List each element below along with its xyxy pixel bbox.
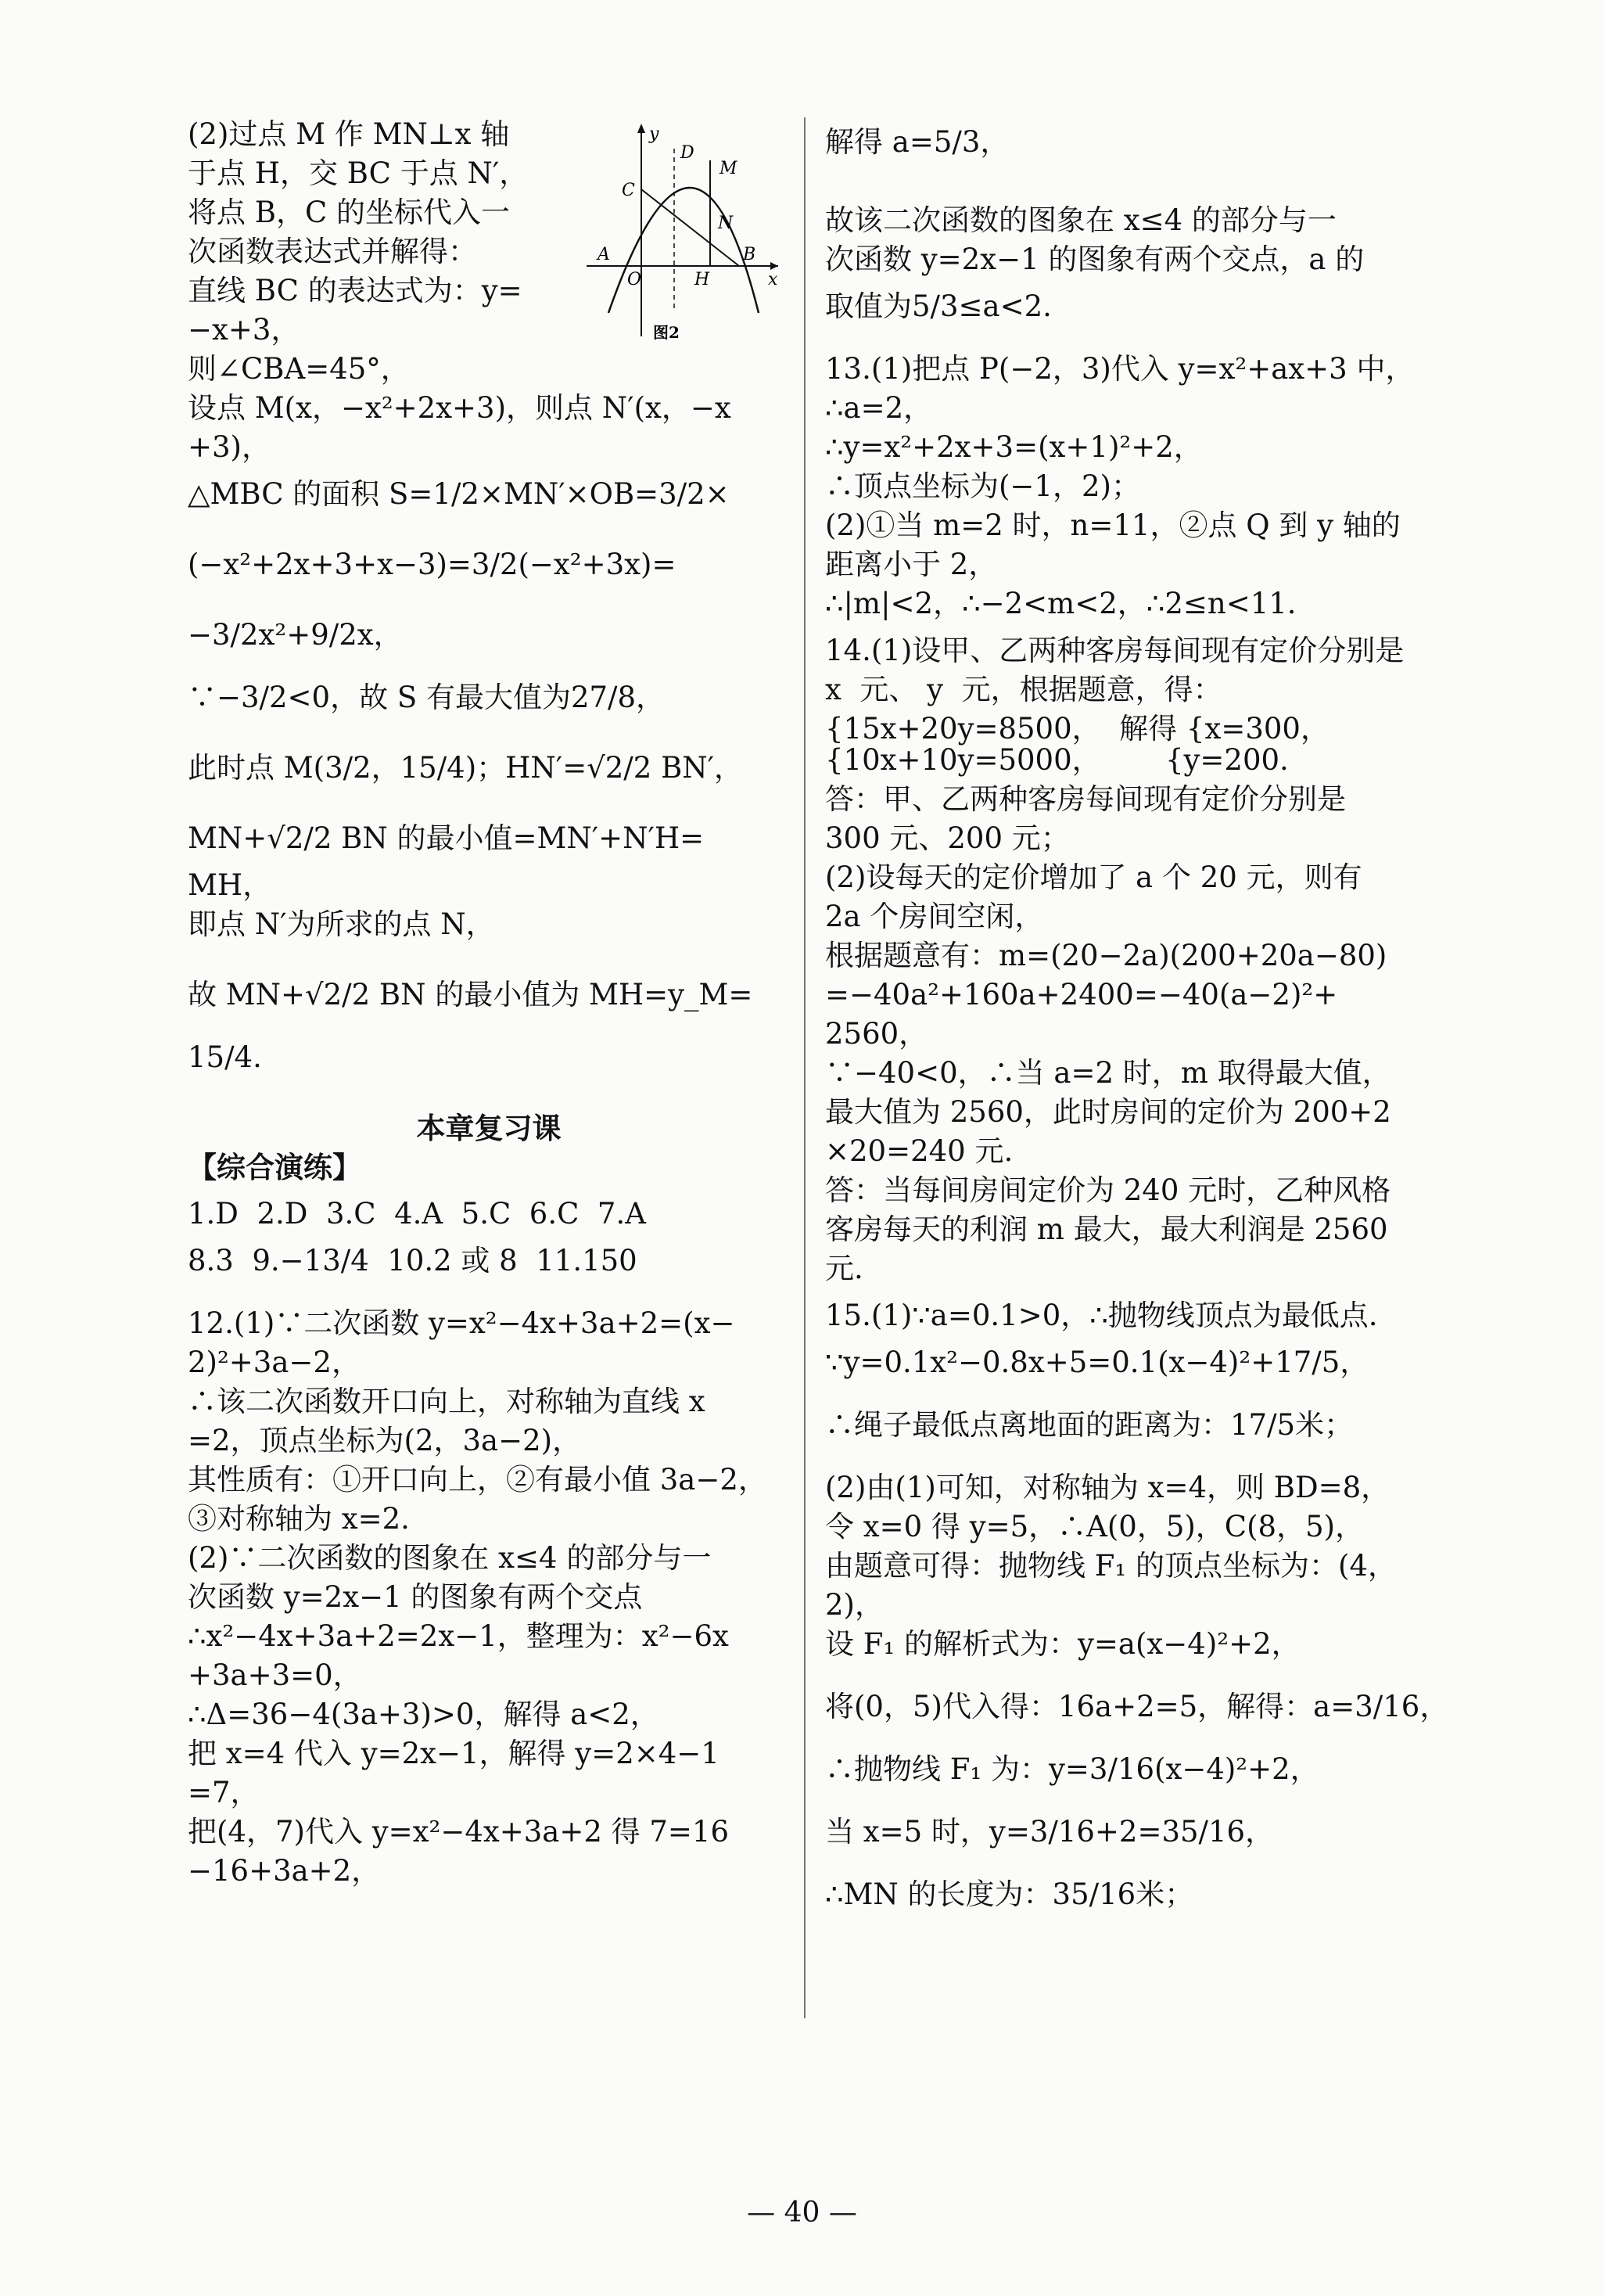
left-line: (2)∵二次函数的图象在 x≤4 的部分与一 <box>188 1541 712 1575</box>
left-line: 设点 M(x，−x²+2x+3)，则点 N′(x，−x <box>188 391 731 425</box>
fig-label-o: O <box>627 270 642 289</box>
left-line: 则∠CBA=45°， <box>188 352 410 386</box>
right-line: 由题意可得：抛物线 F₁ 的顶点坐标为：(4， <box>825 1549 1398 1583</box>
left-line: 12.(1)∵二次函数 y=x²−4x+3a+2=(x− <box>188 1306 735 1340</box>
column-divider <box>804 117 806 2018</box>
right-line: ∴绳子最低点离地面的距离为：17/5米； <box>825 1408 1354 1442</box>
right-line: 2)， <box>825 1588 884 1622</box>
right-line: 将(0，5)代入得：16a+2=5，解得：a=3/16， <box>825 1690 1449 1723</box>
fig-label-d: D <box>680 143 694 163</box>
right-line: 客房每天的利润 m 最大，最大利润是 2560 <box>825 1213 1388 1246</box>
left-line: =7， <box>188 1776 260 1809</box>
left-line: −x+3， <box>188 313 300 347</box>
left-line: ③对称轴为 x=2. <box>188 1502 410 1536</box>
left-line: MN+√2/2 BN 的最小值=MN′+N′H= <box>188 821 705 855</box>
right-line: 距离小于 2， <box>825 548 998 581</box>
left-line: −3/2x²+9/2x， <box>188 618 403 652</box>
right-line: 300 元、200 元； <box>825 821 1070 855</box>
right-line: 答：甲、乙两种客房每间现有定价分别是 <box>825 782 1346 816</box>
right-line: 答：当每间房间定价为 240 元时，乙种风格 <box>825 1173 1391 1207</box>
page-number: — 40 — <box>747 2197 857 2229</box>
left-line: 将点 B，C 的坐标代入一 <box>188 196 511 229</box>
right-line: {10x+10y=5000， {y=200. <box>825 743 1289 777</box>
left-line: (−x²+2x+3+x−3)=3/2(−x²+3x)= <box>188 548 676 581</box>
left-line: +3)， <box>188 430 271 464</box>
subsection-title: 【综合演练】 <box>188 1150 361 1184</box>
figure-2-parabola <box>579 117 790 344</box>
fig-label-x: x <box>768 270 778 289</box>
left-line: (2)过点 M 作 MN⊥x 轴 <box>188 117 510 151</box>
right-line: ∴|m|<2，∴−2<m<2，∴2≤n<11. <box>825 587 1297 620</box>
left-line: +3a+3=0， <box>188 1658 362 1692</box>
right-line: 取值为5/3≤a<2. <box>825 289 1052 323</box>
fig-label-m: M <box>719 159 737 178</box>
fig-label-c: C <box>622 181 635 200</box>
section-title: 本章复习课 <box>416 1111 562 1145</box>
right-line: 令 x=0 得 y=5，∴A(0，5)，C(8，5)， <box>825 1510 1365 1543</box>
left-line: 于点 H，交 BC 于点 N′， <box>188 156 529 190</box>
left-line: 故 MN+√2/2 BN 的最小值为 MH=y_M= <box>188 978 753 1011</box>
right-line: 解得 a=5/3， <box>825 125 1010 159</box>
right-line: ×20=240 元. <box>825 1134 1014 1168</box>
left-line: 即点 N′为所求的点 N， <box>188 907 495 941</box>
right-line: 2560， <box>825 1017 928 1051</box>
left-line: 直线 BC 的表达式为：y= <box>188 274 522 307</box>
right-line: 当 x=5 时，y=3/16+2=35/16， <box>825 1815 1275 1849</box>
left-line: △MBC 的面积 S=1/2×MN′×OB=3/2× <box>188 477 730 511</box>
right-line: 15.(1)∵a=0.1>0，∴抛物线顶点为最低点. <box>825 1299 1378 1332</box>
right-line: 14.(1)设甲、乙两种客房每间现有定价分别是 <box>825 634 1405 667</box>
left-line: 其性质有：①开口向上，②有最小值 3a−2， <box>188 1463 767 1497</box>
left-line: 次函数表达式并解得： <box>188 235 477 268</box>
fig-label-a: A <box>597 245 610 264</box>
right-line: ∴y=x²+2x+3=(x+1)²+2， <box>825 430 1203 464</box>
left-line: 把(4，7)代入 y=x²−4x+3a+2 得 7=16 <box>188 1815 730 1849</box>
right-line: 13.(1)把点 P(−2，3)代入 y=x²+ax+3 中， <box>825 352 1415 386</box>
right-line: 设 F₁ 的解析式为：y=a(x−4)²+2， <box>825 1627 1301 1661</box>
right-line: x 元、 y 元，根据题意，得： <box>825 673 1222 706</box>
left-line: ∴x²−4x+3a+2=2x−1，整理为：x²−6x <box>188 1619 729 1653</box>
left-line: ∴该二次函数开口向上，对称轴为直线 x <box>188 1385 705 1418</box>
left-line: =2，顶点坐标为(2，3a−2)， <box>188 1424 582 1457</box>
right-line: ∵−40<0，∴当 a=2 时，m 取得最大值， <box>825 1056 1391 1090</box>
right-line: {15x+20y=8500， 解得 {x=300， <box>825 712 1329 746</box>
right-line: ∴顶点坐标为(−1，2)； <box>825 469 1140 503</box>
right-line: 2a 个房间空闲， <box>825 900 1044 933</box>
left-line: ∴Δ=36−4(3a+3)>0，解得 a<2， <box>188 1698 659 1731</box>
right-line: =−40a²+160a+2400=−40(a−2)²+ <box>825 978 1338 1011</box>
left-line: 把 x=4 代入 y=2x−1，解得 y=2×4−1 <box>188 1737 719 1770</box>
left-line: 15/4. <box>188 1040 262 1074</box>
right-line: 次函数 y=2x−1 的图象有两个交点，a 的 <box>825 243 1365 276</box>
right-line: 元. <box>825 1252 863 1285</box>
right-line: ∴a=2， <box>825 391 933 425</box>
left-line: −16+3a+2， <box>188 1854 381 1888</box>
right-line: (2)设每天的定价增加了 a 个 20 元，则有 <box>825 861 1362 894</box>
left-line: 2)²+3a−2， <box>188 1346 361 1379</box>
right-line: 最大值为 2560，此时房间的定价为 200+2 <box>825 1095 1391 1129</box>
right-line: 故该二次函数的图象在 x≤4 的部分与一 <box>825 203 1337 237</box>
figure-caption: 图2 <box>653 323 680 342</box>
left-line: 8.3 9.−13/4 10.2 或 8 11.150 <box>188 1244 637 1277</box>
left-line: 1.D 2.D 3.C 4.A 5.C 6.C 7.A <box>188 1197 646 1231</box>
parabola-curve <box>608 188 759 313</box>
fig-label-n: N <box>718 214 734 233</box>
left-line: ∵−3/2<0，故 S 有最大值为27/8， <box>188 681 666 714</box>
fig-label-y: y <box>649 124 659 144</box>
left-line: MH， <box>188 868 272 902</box>
right-line: ∴MN 的长度为：35/16米； <box>825 1877 1194 1911</box>
left-line: 次函数 y=2x−1 的图象有两个交点 <box>188 1580 643 1614</box>
fig-label-b: B <box>743 245 756 264</box>
right-line: ∵y=0.1x²−0.8x+5=0.1(x−4)²+17/5， <box>825 1346 1369 1379</box>
left-line: 此时点 M(3/2，15/4)；HN′=√2/2 BN′， <box>188 751 744 785</box>
right-line: (2)①当 m=2 时，n=11，②点 Q 到 y 轴的 <box>825 508 1401 542</box>
right-line: 根据题意有：m=(20−2a)(200+20a−80) <box>825 939 1387 972</box>
fig-label-h: H <box>694 270 710 289</box>
right-line: (2)由(1)可知，对称轴为 x=4，则 BD=8， <box>825 1471 1390 1504</box>
right-line: ∴抛物线 F₁ 为：y=3/16(x−4)²+2， <box>825 1752 1319 1786</box>
